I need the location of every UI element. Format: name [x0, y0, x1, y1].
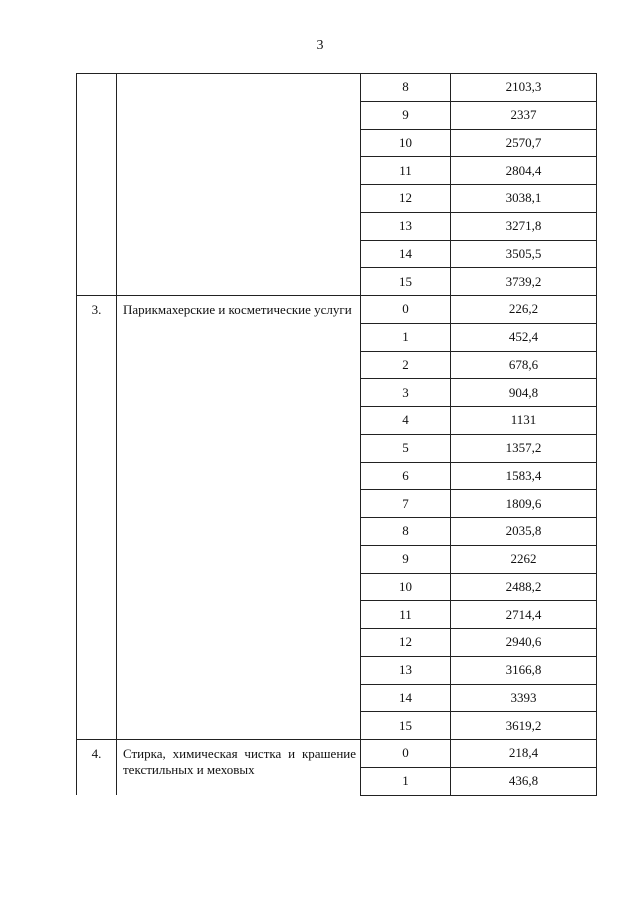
count-cell: 0 [361, 740, 451, 768]
count-cell: 2 [361, 351, 451, 379]
value-cell: 3619,2 [451, 712, 597, 740]
count-cell: 15 [361, 712, 451, 740]
count-cell: 9 [361, 545, 451, 573]
value-cell: 3271,8 [451, 212, 597, 240]
row-number: 3. [77, 296, 117, 740]
tariff-table [76, 73, 597, 796]
count-cell: 8 [361, 518, 451, 546]
count-cell: 12 [361, 185, 451, 213]
service-name: Стирка, химическая чистка и крашение текстильных и меховых [117, 740, 361, 796]
value-cell: 1131 [451, 407, 597, 435]
value-cell: 678,6 [451, 351, 597, 379]
value-cell: 2488,2 [451, 573, 597, 601]
table-row [77, 74, 597, 102]
value-cell: 2714,4 [451, 601, 597, 629]
page-number: 3 [316, 38, 324, 53]
value-cell: 3166,8 [451, 656, 597, 684]
service-name: Парикмахерские и косметические услуги [117, 296, 361, 740]
value-cell: 2337 [451, 101, 597, 129]
value-cell: 2103,3 [451, 74, 597, 102]
count-cell: 4 [361, 407, 451, 435]
count-cell: 0 [361, 296, 451, 324]
count-cell: 8 [361, 74, 451, 102]
value-cell: 2940,6 [451, 629, 597, 657]
table-row [77, 296, 597, 324]
count-cell: 10 [361, 573, 451, 601]
count-cell: 11 [361, 157, 451, 185]
value-cell: 2262 [451, 545, 597, 573]
row-number [77, 74, 117, 296]
count-cell: 14 [361, 684, 451, 712]
count-cell: 14 [361, 240, 451, 268]
value-cell: 226,2 [451, 296, 597, 324]
count-cell: 7 [361, 490, 451, 518]
count-cell: 10 [361, 129, 451, 157]
value-cell: 218,4 [451, 740, 597, 768]
value-cell: 1583,4 [451, 462, 597, 490]
value-cell: 3393 [451, 684, 597, 712]
count-cell: 5 [361, 434, 451, 462]
value-cell: 2570,7 [451, 129, 597, 157]
count-cell: 11 [361, 601, 451, 629]
value-cell: 452,4 [451, 323, 597, 351]
count-cell: 9 [361, 101, 451, 129]
value-cell: 3038,1 [451, 185, 597, 213]
value-cell: 436,8 [451, 767, 597, 795]
count-cell: 13 [361, 656, 451, 684]
value-cell: 2804,4 [451, 157, 597, 185]
count-cell: 6 [361, 462, 451, 490]
value-cell: 3505,5 [451, 240, 597, 268]
value-cell: 1809,6 [451, 490, 597, 518]
value-cell: 904,8 [451, 379, 597, 407]
count-cell: 12 [361, 629, 451, 657]
value-cell: 2035,8 [451, 518, 597, 546]
value-cell: 1357,2 [451, 434, 597, 462]
row-number: 4. [77, 740, 117, 796]
table-row [77, 740, 597, 768]
value-cell: 3739,2 [451, 268, 597, 296]
service-name [117, 74, 361, 296]
count-cell: 1 [361, 323, 451, 351]
count-cell: 1 [361, 767, 451, 795]
count-cell: 13 [361, 212, 451, 240]
count-cell: 3 [361, 379, 451, 407]
count-cell: 15 [361, 268, 451, 296]
